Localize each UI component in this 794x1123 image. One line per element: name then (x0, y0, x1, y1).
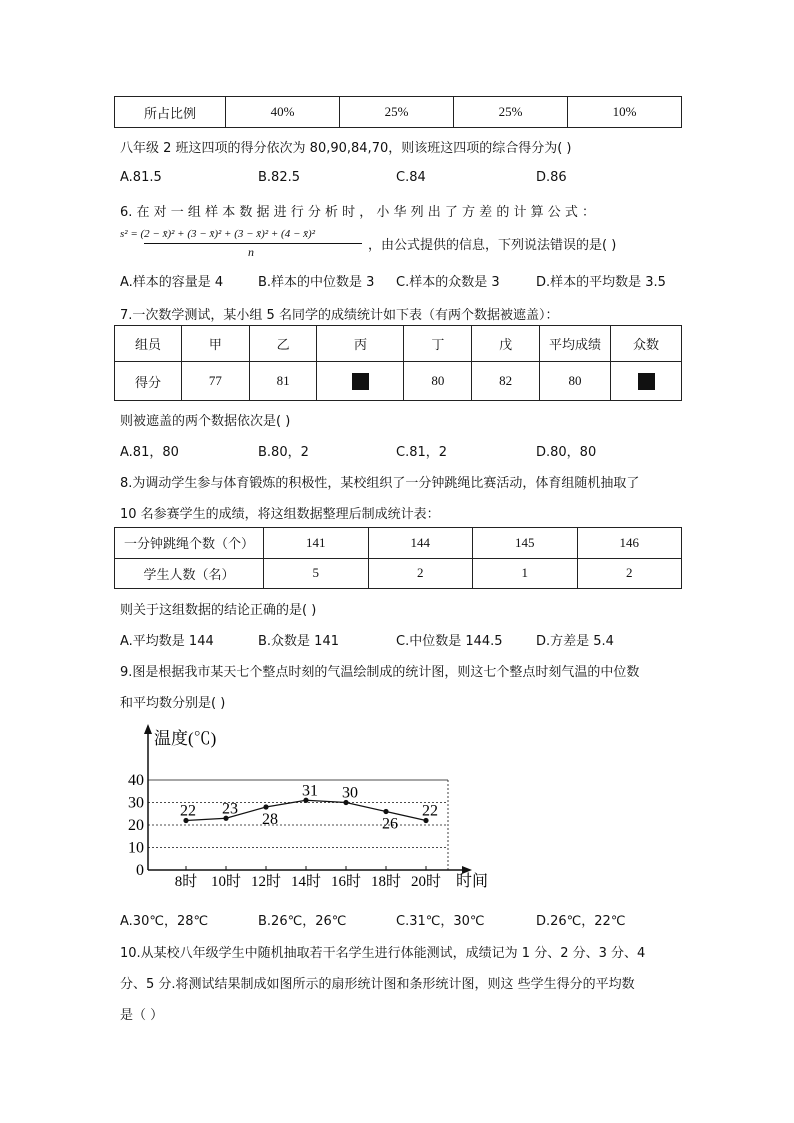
score-cell: 82 (472, 362, 540, 401)
q8-stem3: 则关于这组数据的结论正确的是( ) (120, 603, 317, 618)
jump-cell: 145 (473, 528, 578, 559)
y-tick-label: 40 (128, 772, 144, 789)
jump-cell: 146 (577, 528, 682, 559)
ratio-cell: 25% (340, 97, 454, 128)
y-tick-label: 30 (128, 794, 144, 812)
temperature-line-chart (118, 720, 498, 896)
q6-formula (120, 228, 370, 262)
q9-option-d: D.26℃，22℃ (536, 914, 626, 929)
data-label: 28 (262, 811, 278, 828)
q6-formula-numerator: s² = (2 − x̄)² + (3 − x̄)² + (3 − x̄)² + (4 − x̄)² (120, 228, 315, 240)
x-tick-label: 12时 (250, 874, 282, 890)
data-label: 22 (180, 802, 196, 820)
q7-option-d: D.80，80 (536, 445, 597, 460)
data-label: 26 (382, 815, 398, 833)
y-tick-label: 0 (136, 862, 144, 879)
q5-stem: 八年级 2 班这四项的得分依次为 80,90,84,70，则该班这四项的综合得分为( ) (120, 141, 572, 156)
jump-cell: 2 (577, 558, 682, 589)
x-tick-label: 14时 (290, 874, 322, 890)
x-tick-label: 16时 (330, 874, 362, 890)
q10-stem2: 分、5 分.将测试结果制成如图所示的扇形统计图和条形统计图，则这 些学生得分的平均数 (120, 977, 635, 992)
ratio-cell: 10% (568, 97, 682, 128)
score-header-cell: 甲 (182, 326, 250, 362)
fraction-bar (144, 243, 362, 244)
x-tick-label: 8时 (174, 874, 198, 890)
score-cell-covered (611, 362, 682, 401)
cover-block (352, 373, 369, 390)
jump-row1-label: 一分钟跳绳个数（个） (115, 528, 264, 559)
x-tick-label: 20时 (410, 874, 442, 890)
ratio-cell: 25% (454, 97, 568, 128)
q8-option-b: B.众数是 141 (258, 634, 339, 649)
q7-option-b: B.80，2 (258, 445, 309, 460)
score-header-cell: 戊 (472, 326, 540, 362)
jump-cell: 5 (264, 558, 369, 589)
q10-stem3: 是（ ） (120, 1008, 164, 1023)
data-label: 30 (342, 784, 358, 802)
ratio-cell: 40% (226, 97, 340, 128)
q8-stem2: 10 名参赛学生的成绩，将这组数据整理后制成统计表： (120, 507, 440, 522)
y-axis-arrow (144, 724, 152, 734)
q5-option-a: A.81.5 (120, 170, 162, 185)
score-cell: 80 (540, 362, 611, 401)
q6-option-d: D.样本的平均数是 3.5 (536, 275, 666, 290)
q6-formula-denominator: n (248, 245, 254, 259)
jump-cell: 1 (473, 558, 578, 589)
jump-row2-label: 学生人数（名） (115, 558, 264, 589)
score-header-cell: 丙 (317, 326, 404, 362)
q6-stem: 6. 在 对 一 组 样 本 数 据 进 行 分 析 时 ， 小 华 列 出 了 方 差 的 计 算 公 式 ： (120, 205, 595, 220)
score-header-cell: 组员 (115, 326, 182, 362)
q9-stem2: 和平均数分别是( ) (120, 696, 226, 711)
x-tick-label: 18时 (370, 874, 402, 890)
data-point (263, 804, 268, 809)
q8-option-d: D.方差是 5.4 (536, 634, 614, 649)
q7-stem: 7.一次数学测试，某小组 5 名同学的成绩统计如下表（有两个数据被遮盖）： (120, 308, 559, 323)
jump-cell: 144 (368, 528, 473, 559)
q5-option-c: C.84 (396, 170, 426, 185)
y-tick-label: 20 (128, 817, 144, 834)
q8-option-a: A.平均数是 144 (120, 634, 214, 649)
q6-option-a: A.样本的容量是 4 (120, 275, 224, 290)
q9-option-a: A.30℃，28℃ (120, 914, 209, 929)
score-row-label: 得分 (115, 362, 182, 401)
q5-option-b: B.82.5 (258, 170, 300, 185)
q6-option-c: C.样本的众数是 3 (396, 275, 500, 290)
data-label: 23 (222, 800, 238, 818)
x-axis-label: 时间 (456, 873, 489, 890)
score-cell: 81 (249, 362, 317, 401)
q6-stem2: ，由公式提供的信息，下列说法错误的是( ) (368, 238, 617, 253)
score-header-cell: 众数 (611, 326, 682, 362)
score-cell: 77 (182, 362, 250, 401)
q8-option-c: C.中位数是 144.5 (396, 634, 503, 649)
cover-block (638, 373, 655, 390)
data-label: 22 (422, 802, 438, 820)
score-header-cell: 乙 (249, 326, 317, 362)
jump-cell: 2 (368, 558, 473, 589)
q8-stem1: 8.为调动学生参与体育锻炼的积极性，某校组织了一分钟跳绳比赛活动，体育组随机抽取了 (120, 476, 640, 491)
q6-option-b: B.样本的中位数是 3 (258, 275, 375, 290)
data-label: 31 (302, 782, 318, 800)
score-table (114, 325, 682, 401)
score-cell: 80 (404, 362, 472, 401)
score-cell-covered (317, 362, 404, 401)
q10-stem1: 10.从某校八年级学生中随机抽取若干名学生进行体能测试，成绩记为 1 分、2 分、3 分、4 (120, 946, 646, 961)
q9-option-b: B.26℃，26℃ (258, 914, 347, 929)
q5-option-d: D.86 (536, 170, 567, 185)
q7-option-a: A.81，80 (120, 445, 179, 460)
jump-cell: 141 (264, 528, 369, 559)
y-tick-label: 10 (128, 839, 144, 857)
ratio-label: 所占比例 (115, 97, 226, 128)
q9-option-c: C.31℃，30℃ (396, 914, 485, 929)
x-tick-label: 10时 (210, 874, 242, 890)
q7-option-c: C.81，2 (396, 445, 448, 460)
q7-stem2: 则被遮盖的两个数据依次是( ) (120, 414, 291, 429)
y-axis-label: 温度(℃) (154, 729, 217, 748)
score-header-cell: 丁 (404, 326, 472, 362)
data-point (383, 809, 388, 814)
jump-rope-table (114, 527, 682, 589)
score-header-cell: 平均成绩 (540, 326, 611, 362)
ratio-table (114, 96, 682, 128)
q9-stem1: 9.图是根据我市某天七个整点时刻的气温绘制成的统计图，则这七个整点时刻气温的中位数 (120, 665, 640, 680)
